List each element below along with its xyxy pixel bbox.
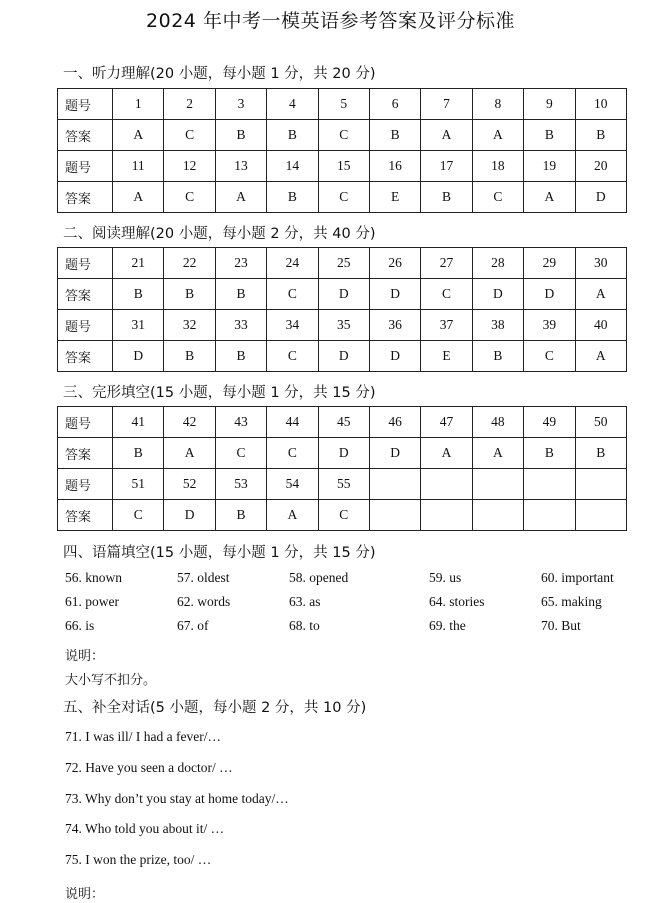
question-number-cell (575, 469, 626, 500)
section-4-note-text: 大小写不扣分。 (65, 673, 157, 688)
question-number-cell: 28 (472, 248, 523, 279)
answer-label: 答案 (58, 182, 113, 213)
dialog-answer-73: 73. Why don’t you stay at home today/… (65, 791, 289, 806)
question-number-cell: 25 (318, 248, 369, 279)
section-2-heading: 二、阅读理解(20 小题，每小题 2 分，共 40 分) (63, 226, 376, 242)
answer-cell: B (369, 120, 420, 151)
section-3-heading: 三、完形填空(15 小题，每小题 1 分，共 15 分) (63, 385, 376, 401)
question-number-cell: 2 (164, 89, 215, 120)
dialog-answer-71: 71. I was ill/ I had a fever/… (65, 729, 221, 744)
section-2-table (57, 247, 627, 372)
answer-cell: A (421, 438, 472, 469)
answer-cell: C (164, 182, 215, 213)
question-number-cell: 11 (113, 151, 164, 182)
answer-cell: C (318, 182, 369, 213)
answer-56: 56. known (65, 570, 122, 585)
question-number-cell: 19 (524, 151, 575, 182)
answer-cell: D (472, 279, 523, 310)
answer-cell: A (113, 120, 164, 151)
question-number-cell: 49 (524, 407, 575, 438)
question-number-cell (421, 469, 472, 500)
answer-cell: A (164, 438, 215, 469)
answer-cell: B (267, 120, 318, 151)
answer-cell: C (267, 438, 318, 469)
question-number-cell: 27 (421, 248, 472, 279)
question-number-cell: 33 (215, 310, 266, 341)
question-number-cell: 14 (267, 151, 318, 182)
answer-cell: D (318, 341, 369, 372)
answer-cell: A (524, 182, 575, 213)
question-row (58, 248, 627, 279)
question-number-cell: 45 (318, 407, 369, 438)
question-number-cell: 3 (215, 89, 266, 120)
answer-cell: C (421, 279, 472, 310)
answer-cell: D (318, 279, 369, 310)
question-number-cell: 52 (164, 469, 215, 500)
answer-cell: B (215, 120, 266, 151)
answer-59: 59. us (429, 570, 462, 585)
answer-label: 答案 (58, 120, 113, 151)
dialog-answer-72: 72. Have you seen a doctor/ … (65, 760, 233, 775)
answer-cell: B (472, 341, 523, 372)
question-number-cell: 6 (369, 89, 420, 120)
answer-68: 68. to (289, 618, 320, 633)
question-number-cell: 35 (318, 310, 369, 341)
question-number-cell: 34 (267, 310, 318, 341)
answer-64: 64. stories (429, 594, 485, 609)
section-5-heading: 五、补全对话(5 小题，每小题 2 分，共 10 分) (63, 700, 367, 716)
answer-label: 答案 (58, 341, 113, 372)
question-number-cell: 29 (524, 248, 575, 279)
question-number-cell: 10 (575, 89, 626, 120)
answer-cell: B (267, 182, 318, 213)
answer-cell: A (472, 120, 523, 151)
answer-cell (421, 500, 472, 531)
question-row (58, 407, 627, 438)
question-number-cell: 47 (421, 407, 472, 438)
answer-cell: B (164, 279, 215, 310)
answer-cell: E (421, 341, 472, 372)
answer-cell: D (369, 279, 420, 310)
question-number-cell: 26 (369, 248, 420, 279)
answer-label: 答案 (58, 279, 113, 310)
question-label: 题号 (58, 407, 113, 438)
question-number-cell: 18 (472, 151, 523, 182)
question-number-cell: 23 (215, 248, 266, 279)
answer-cell: B (575, 120, 626, 151)
answer-row (58, 279, 627, 310)
section-1-table (57, 88, 627, 213)
dialog-answer-74: 74. Who told you about it/ … (65, 821, 225, 836)
section-4-note-label: 说明： (65, 649, 105, 664)
section-1-heading: 一、听力理解(20 小题，每小题 1 分，共 20 分) (63, 66, 376, 82)
section-5-note-label: 说明： (65, 887, 105, 902)
question-number-cell: 1 (113, 89, 164, 120)
page-title: 2024 年中考一模英语参考答案及评分标准 (146, 10, 515, 32)
question-number-cell: 37 (421, 310, 472, 341)
question-number-cell: 31 (113, 310, 164, 341)
answer-cell: B (113, 438, 164, 469)
answer-cell: D (524, 279, 575, 310)
answer-cell: A (267, 500, 318, 531)
answer-cell: D (164, 500, 215, 531)
answer-69: 69. the (429, 618, 466, 633)
answer-cell: C (267, 341, 318, 372)
answer-cell: C (318, 120, 369, 151)
answer-cell (524, 500, 575, 531)
answer-63: 63. as (289, 594, 321, 609)
question-number-cell: 53 (215, 469, 266, 500)
question-row (58, 469, 627, 500)
answer-cell: B (215, 279, 266, 310)
question-number-cell: 15 (318, 151, 369, 182)
question-number-cell: 41 (113, 407, 164, 438)
answer-cell: E (369, 182, 420, 213)
answer-cell: D (369, 438, 420, 469)
answer-cell: B (164, 341, 215, 372)
answer-cell: B (575, 438, 626, 469)
question-number-cell: 22 (164, 248, 215, 279)
question-label: 题号 (58, 89, 113, 120)
answer-cell: C (472, 182, 523, 213)
question-number-cell (524, 469, 575, 500)
question-number-cell: 9 (524, 89, 575, 120)
answer-66: 66. is (65, 618, 95, 633)
answer-cell: D (318, 438, 369, 469)
answer-cell (369, 500, 420, 531)
question-number-cell: 20 (575, 151, 626, 182)
question-number-cell: 32 (164, 310, 215, 341)
question-row (58, 89, 627, 120)
question-row (58, 151, 627, 182)
answer-cell: C (215, 438, 266, 469)
section-4-heading: 四、语篇填空(15 小题，每小题 1 分，共 15 分) (63, 545, 376, 561)
question-number-cell: 51 (113, 469, 164, 500)
answer-cell: B (524, 120, 575, 151)
question-label: 题号 (58, 469, 113, 500)
answer-cell: A (575, 341, 626, 372)
answer-60: 60. important (541, 570, 614, 585)
answer-cell: C (267, 279, 318, 310)
question-number-cell (472, 469, 523, 500)
answer-70: 70. But (541, 618, 581, 633)
answer-cell: D (113, 341, 164, 372)
answer-58: 58. opened (289, 570, 349, 585)
question-number-cell: 8 (472, 89, 523, 120)
answer-label: 答案 (58, 500, 113, 531)
question-number-cell: 13 (215, 151, 266, 182)
answer-row (58, 341, 627, 372)
answer-cell: B (215, 341, 266, 372)
question-number-cell: 48 (472, 407, 523, 438)
answer-cell: A (575, 279, 626, 310)
question-number-cell: 30 (575, 248, 626, 279)
question-number-cell: 44 (267, 407, 318, 438)
answer-row (58, 182, 627, 213)
answer-cell: A (113, 182, 164, 213)
question-number-cell: 43 (215, 407, 266, 438)
answer-61: 61. power (65, 594, 119, 609)
answer-57: 57. oldest (177, 570, 230, 585)
question-number-cell: 4 (267, 89, 318, 120)
question-number-cell: 24 (267, 248, 318, 279)
question-number-cell: 12 (164, 151, 215, 182)
answer-cell: B (113, 279, 164, 310)
answer-row (58, 438, 627, 469)
question-number-cell: 17 (421, 151, 472, 182)
answer-cell: B (524, 438, 575, 469)
answer-cell: B (421, 182, 472, 213)
answer-row (58, 500, 627, 531)
question-number-cell (369, 469, 420, 500)
answer-row (58, 120, 627, 151)
answer-cell: D (369, 341, 420, 372)
dialog-answer-75: 75. I won the prize, too/ … (65, 852, 212, 867)
question-label: 题号 (58, 310, 113, 341)
answer-cell: C (164, 120, 215, 151)
question-label: 题号 (58, 151, 113, 182)
answer-cell: C (318, 500, 369, 531)
answer-cell: C (113, 500, 164, 531)
question-number-cell: 40 (575, 310, 626, 341)
answer-cell: A (215, 182, 266, 213)
answer-cell: C (524, 341, 575, 372)
question-number-cell: 16 (369, 151, 420, 182)
answer-67: 67. of (177, 618, 209, 633)
question-number-cell: 42 (164, 407, 215, 438)
question-number-cell: 36 (369, 310, 420, 341)
answer-cell: A (472, 438, 523, 469)
question-number-cell: 54 (267, 469, 318, 500)
section-3-table (57, 406, 627, 531)
answer-cell: A (421, 120, 472, 151)
question-number-cell: 50 (575, 407, 626, 438)
answer-cell: B (215, 500, 266, 531)
question-label: 题号 (58, 248, 113, 279)
question-number-cell: 7 (421, 89, 472, 120)
answer-65: 65. making (541, 594, 602, 609)
question-number-cell: 39 (524, 310, 575, 341)
question-number-cell: 5 (318, 89, 369, 120)
answer-cell (472, 500, 523, 531)
section-4-answers (65, 569, 635, 635)
answer-cell (575, 500, 626, 531)
answer-cell: D (575, 182, 626, 213)
answer-label: 答案 (58, 438, 113, 469)
question-number-cell: 38 (472, 310, 523, 341)
question-number-cell: 21 (113, 248, 164, 279)
answer-62: 62. words (177, 594, 231, 609)
question-row (58, 310, 627, 341)
question-number-cell: 55 (318, 469, 369, 500)
question-number-cell: 46 (369, 407, 420, 438)
